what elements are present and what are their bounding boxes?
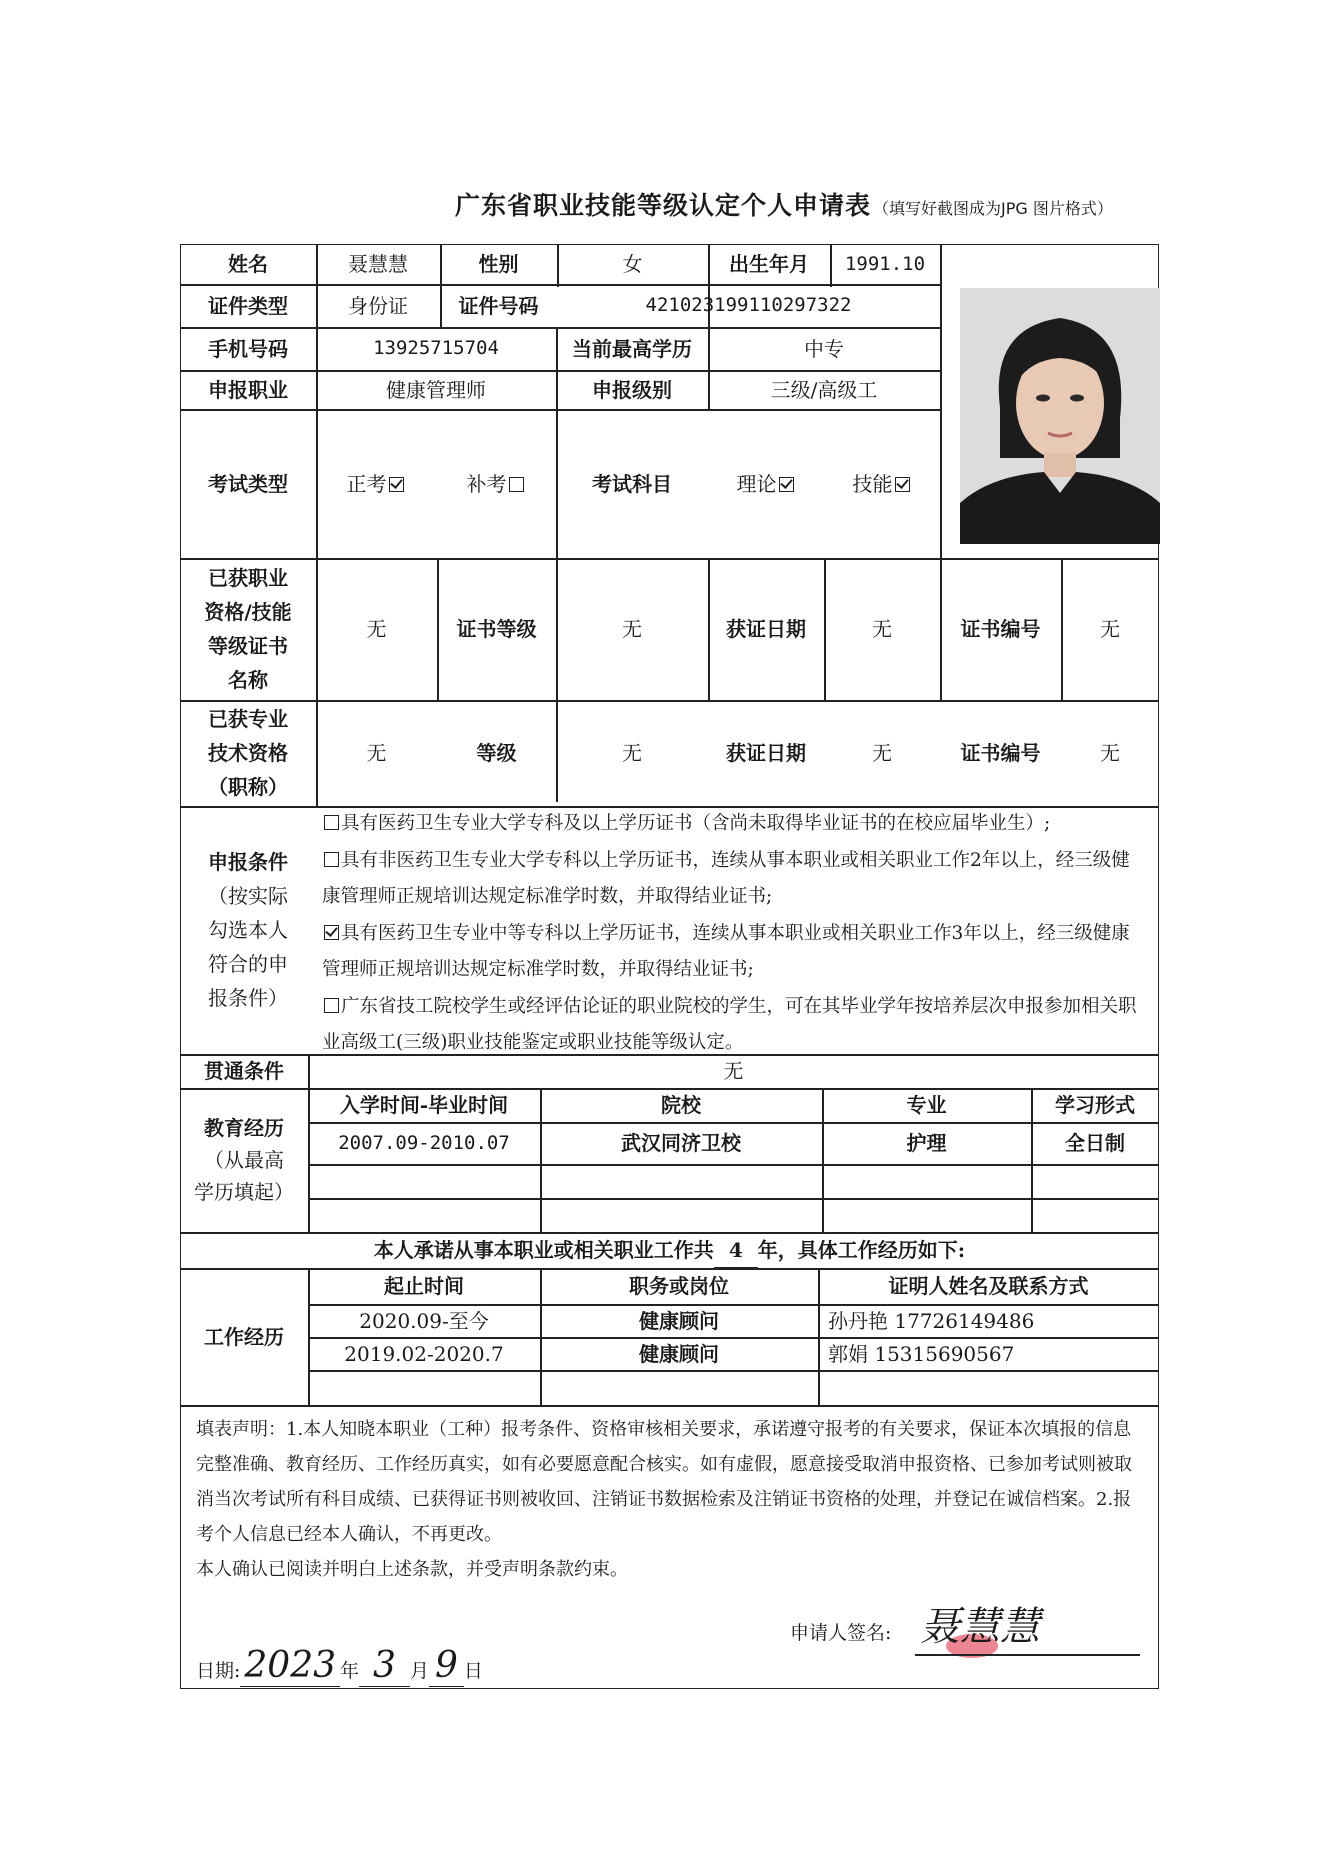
date-row [196, 1645, 483, 1686]
option-skill-label: 技能 [852, 471, 893, 496]
level-value[interactable]: 三级/高级工 [770, 377, 878, 402]
cert1-date[interactable]: 无 [872, 617, 892, 641]
id-no-label: 证件号码 [458, 293, 539, 318]
cert1-label-line: 名称 [228, 668, 268, 692]
month-unit: 月 [409, 1660, 429, 1682]
work-header-position: 职务或岗位 [629, 1274, 729, 1298]
cert1-grade-label: 证书等级 [456, 617, 537, 641]
option-makeup-label: 补考 [466, 471, 507, 496]
id-no-value[interactable]: 421023199110297322 [645, 294, 852, 317]
work-row-period[interactable]: 2019.02-2020.7 [344, 1341, 504, 1366]
cert1-grade[interactable]: 无 [622, 617, 642, 641]
date-day[interactable]: 9 [429, 1645, 464, 1687]
declaration [196, 1412, 1146, 1587]
edu-row-mode[interactable]: 全日制 [1065, 1131, 1125, 1155]
cert1-date-label: 获证日期 [726, 617, 806, 641]
exam-subject-options [708, 409, 940, 558]
cert1-no-label: 证书编号 [960, 617, 1041, 641]
edu-row-major[interactable]: 护理 [906, 1131, 947, 1155]
promise-prefix: 本人承诺从事本职业或相关职业工作共 [373, 1238, 714, 1262]
applicant-photo [960, 288, 1160, 544]
education-label-line: 教育经历 [204, 1116, 284, 1140]
declaration-confirm: 本人确认已阅读并明白上述条款，并受声明条款约束。 [196, 1559, 628, 1580]
cert2-grade-label: 等级 [476, 741, 517, 765]
year-unit: 年 [340, 1660, 360, 1682]
edu-header-period: 入学时间-毕业时间 [339, 1093, 509, 1117]
cert1-name[interactable]: 无 [366, 617, 387, 641]
condition-text: 具有非医药卫生专业大学专科以上学历证书，连续从事本职业或相关职业工作2年以上，经三级健康管理师正规培训达规定标准学时数，并取得结业证书; [322, 849, 1130, 907]
condition-checkbox[interactable] [324, 852, 339, 867]
cert1-label-line: 等级证书 [208, 634, 288, 658]
education-label [180, 1088, 308, 1232]
work-header-period: 起止时间 [384, 1274, 464, 1298]
level-label: 申报级别 [592, 377, 672, 402]
day-unit: 日 [463, 1660, 483, 1682]
work-years[interactable]: 4 [714, 1233, 758, 1268]
condition-item[interactable] [322, 989, 1147, 1062]
promise-suffix: 年，具体工作经历如下: [757, 1238, 966, 1262]
education-level-value[interactable]: 中专 [804, 336, 844, 361]
work-label: 工作经历 [204, 1324, 284, 1349]
condition-text: 具有医药卫生专业中等专科以上学历证书，连续从事本职业或相关职业工作3年以上，经三级健康管理师正规培训达规定标准学时数，并取得结业证书; [322, 922, 1130, 980]
work-row-period[interactable]: 2020.09-至今 [359, 1308, 489, 1333]
education-level-label: 当前最高学历 [572, 336, 692, 361]
skill-checkbox[interactable] [895, 477, 910, 492]
conditions-label-line: 申报条件 [208, 850, 288, 874]
conditions-label-line: 报条件） [208, 986, 288, 1010]
cert2-label-line: （职称） [208, 775, 288, 799]
exam-subject-label: 考试科目 [592, 471, 672, 496]
gender-label: 性别 [478, 252, 519, 276]
through-label: 贯通条件 [204, 1059, 284, 1083]
declaration-text: 填表声明：1.本人知晓本职业（工种）报考条件、资格审核相关要求，承诺遵守报考的有关要求，保证本次填报的信息完整准确、教育经历、工作经历真实，如有必要愿意配合核实。如有虚假，愿意接受取消申报资格、已参加考试则被取消当次考试所有科目成绩、已获得证书则被收回、注销证书数据检索及注销证书资格的处理，并登记在诚信档案。2.报考个人信息已经本人确认，不再更改。 [196, 1419, 1132, 1545]
exam-type-options [316, 409, 556, 558]
work-row-reference[interactable]: 孙丹艳 17726149486 [828, 1308, 1035, 1333]
work-header-reference: 证明人姓名及联系方式 [888, 1274, 1089, 1298]
edu-row-school[interactable]: 武汉同济卫校 [621, 1131, 741, 1155]
cert2-label-line: 技术资格 [208, 741, 288, 765]
job-label: 申报职业 [208, 377, 288, 402]
through-value[interactable]: 无 [723, 1059, 744, 1083]
condition-checkbox[interactable] [324, 998, 339, 1013]
birth-value[interactable]: 1991.10 [844, 252, 926, 275]
cert1-label-line: 已获职业 [208, 566, 288, 590]
work-promise [180, 1232, 1159, 1268]
condition-text: 广东省技工院校学生或经评估论证的职业院校的学生，可在其毕业学年按培养层次申报参加相关职业高级工(三级)职业技能鉴定或职业技能等级认定。 [322, 995, 1137, 1053]
option-makeup[interactable] [467, 467, 526, 501]
date-month[interactable]: 3 [359, 1645, 410, 1687]
regular-checkbox[interactable] [389, 477, 404, 492]
cert2-date[interactable]: 无 [872, 741, 892, 765]
portrait-image [960, 288, 1160, 544]
phone-value[interactable]: 13925715704 [373, 337, 499, 360]
condition-item[interactable] [322, 806, 1147, 843]
signature[interactable] [912, 1598, 1132, 1666]
cert1-label-line: 资格/技能 [204, 600, 292, 624]
exam-type-label: 考试类型 [208, 471, 288, 496]
option-regular-label: 正考 [346, 471, 387, 496]
conditions-list [322, 806, 1147, 1062]
phone-label: 手机号码 [208, 336, 288, 361]
cert2-name[interactable]: 无 [366, 741, 387, 765]
cert1-no[interactable]: 无 [1100, 617, 1120, 641]
makeup-checkbox[interactable] [509, 477, 524, 492]
id-type-value[interactable]: 身份证 [348, 293, 408, 318]
cert2-label-line: 已获专业 [208, 707, 288, 731]
edu-header-school: 院校 [661, 1093, 701, 1117]
option-skill[interactable] [853, 467, 912, 501]
edu-header-major: 专业 [906, 1093, 947, 1117]
option-regular[interactable] [347, 467, 406, 501]
name-label: 姓名 [228, 252, 268, 276]
work-row-position[interactable]: 健康顾问 [639, 1308, 719, 1333]
education-label-line: （从最高 [204, 1148, 284, 1172]
condition-item[interactable] [322, 916, 1147, 989]
cert2-no-label: 证书编号 [960, 741, 1041, 765]
job-value[interactable]: 健康管理师 [386, 377, 486, 402]
signature-label: 申请人签名: [790, 1622, 892, 1644]
name-value[interactable]: 聂慧慧 [348, 252, 408, 276]
condition-text: 具有医药卫生专业大学专科及以上学历证书（含尚未取得毕业证书的在校应届毕业生）; [341, 813, 1051, 834]
date-label: 日期: [196, 1660, 241, 1682]
cert2-date-label: 获证日期 [726, 741, 806, 765]
cert1-label [180, 558, 316, 700]
signature-line [915, 1654, 1140, 1656]
conditions-label-line: 勾选本人 [208, 918, 288, 942]
date-year[interactable]: 2023 [240, 1645, 340, 1687]
title-text: 广东省职业技能等级认定个人申请表 [455, 191, 872, 220]
education-label-line: 学历填起） [194, 1180, 294, 1204]
cert2-grade[interactable]: 无 [622, 741, 642, 765]
edu-row-period[interactable]: 2007.09-2010.07 [338, 1131, 510, 1154]
id-type-label: 证件类型 [208, 293, 288, 318]
conditions-label-line: 符合的申 [208, 952, 288, 976]
condition-checkbox[interactable] [324, 815, 339, 830]
condition-checkbox[interactable] [324, 925, 339, 940]
conditions-label [180, 806, 316, 1054]
edu-header-mode: 学习形式 [1055, 1093, 1135, 1117]
option-theory-label: 理论 [736, 471, 777, 496]
gender-value[interactable]: 女 [622, 252, 643, 276]
cert2-label [180, 700, 316, 806]
theory-checkbox[interactable] [779, 477, 794, 492]
work-row-reference[interactable]: 郭娟 15315690567 [828, 1341, 1015, 1366]
signature-image [912, 1598, 1132, 1662]
condition-item[interactable] [322, 843, 1147, 916]
birth-label: 出生年月 [729, 252, 809, 276]
option-theory[interactable] [737, 467, 796, 501]
cert2-no[interactable]: 无 [1100, 741, 1120, 765]
conditions-label-line: （按实际 [208, 884, 288, 908]
signature-text: 聂慧慧 [920, 1604, 1040, 1650]
title-note: （填写好截图成为JPG 图片格式） [873, 199, 1113, 218]
work-row-position[interactable]: 健康顾问 [639, 1341, 719, 1366]
